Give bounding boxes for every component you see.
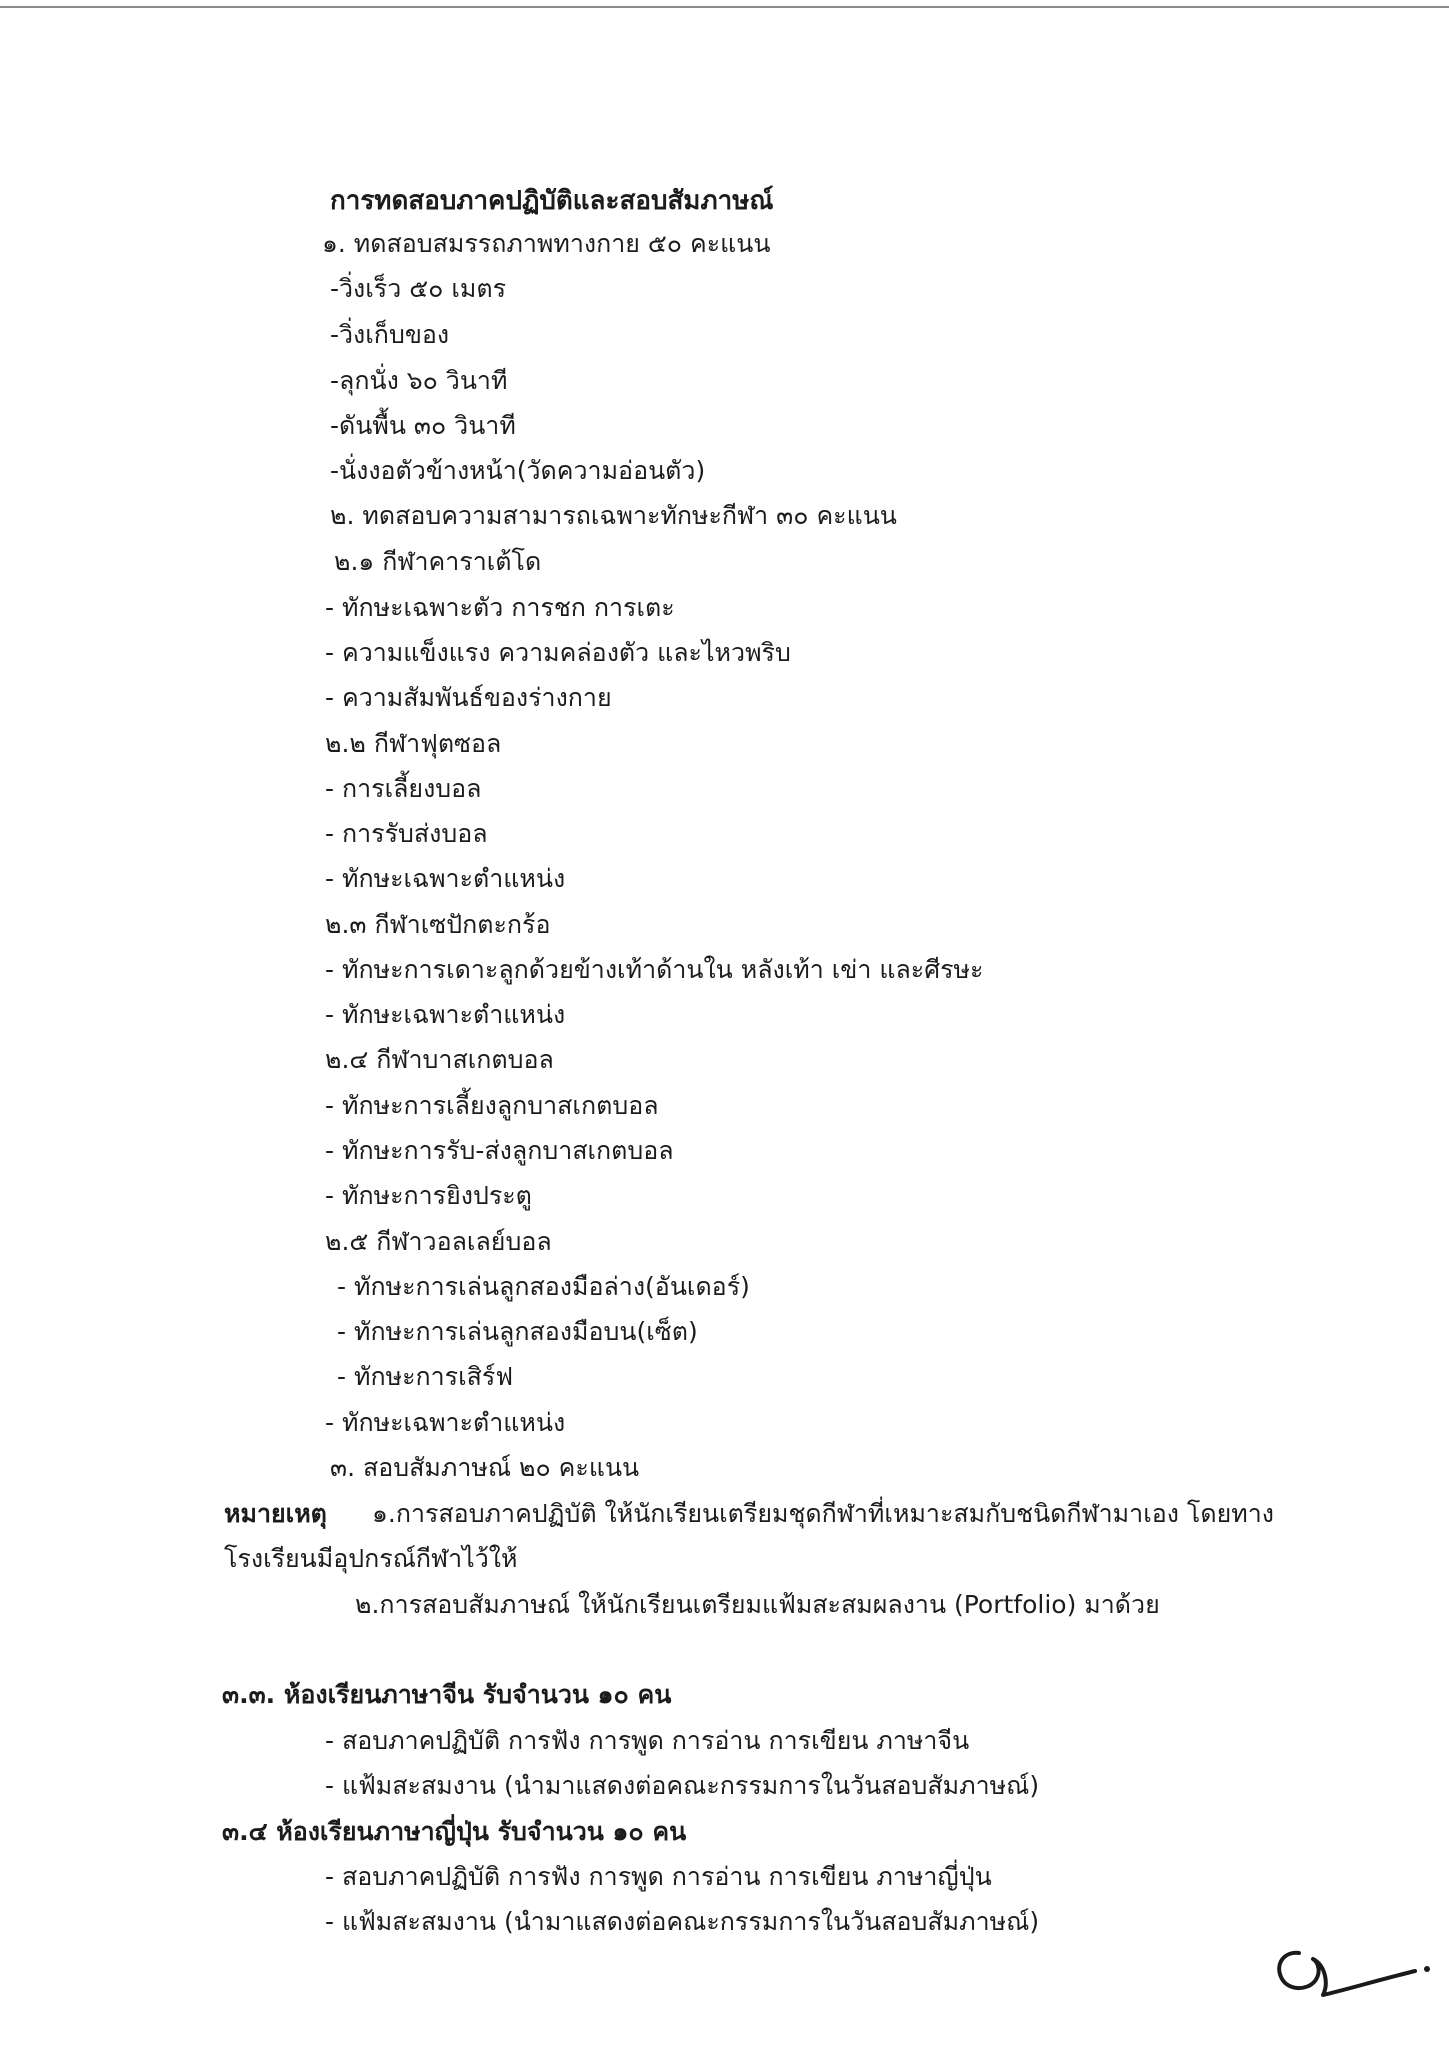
japanese-class-item: - สอบภาคปฏิบัติ การฟัง การพูด การอ่าน การเขียน ภาษาญี่ปุ่น <box>325 1862 992 1891</box>
volleyball-item: - ทักษะการเล่นลูกสองมือบน(เซ็ต) <box>337 1317 698 1346</box>
section1-title: ๑. ทดสอบสมรรถภาพทางกาย ๕๐ คะแนน <box>322 229 771 258</box>
karate-item: - ความสัมพันธ์ของร่างกาย <box>325 683 612 712</box>
japanese-class-item: - แฟ้มสะสมงาน (นำมาแสดงต่อคณะกรรมการในวันสอบสัมภาษณ์) <box>325 1907 1040 1936</box>
basketball-title: ๒.๔ กีฬาบาสเกตบอล <box>325 1045 554 1074</box>
futsal-item: - การเลี้ยงบอล <box>325 774 482 803</box>
chinese-class-item: - แฟ้มสะสมงาน (นำมาแสดงต่อคณะกรรมการในวันสอบสัมภาษณ์) <box>325 1771 1040 1800</box>
note-label: หมายเหตุ <box>224 1499 327 1528</box>
takraw-title: ๒.๓ กีฬาเซปักตะกร้อ <box>325 910 551 939</box>
section1-item: -วิ่งเร็ว ๕๐ เมตร <box>330 274 507 303</box>
section1-item: -วิ่งเก็บของ <box>330 320 450 349</box>
karate-title: ๒.๑ กีฬาคาราเต้โด <box>334 547 542 576</box>
volleyball-item: - ทักษะเฉพาะตำแหน่ง <box>325 1408 566 1437</box>
section1-item: -ดันพื้น ๓๐ วินาที <box>330 411 516 440</box>
basketball-item: - ทักษะการยิงประตู <box>325 1181 532 1210</box>
volleyball-title: ๒.๕ กีฬาวอลเลย์บอล <box>325 1227 552 1256</box>
section2-title: ๒. ทดสอบความสามารถเฉพาะทักษะกีฬา ๓๐ คะแนน <box>330 501 897 530</box>
page-heading: การทดสอบภาคปฏิบัติและสอบสัมภาษณ์ <box>330 186 774 216</box>
takraw-item: - ทักษะเฉพาะตำแหน่ง <box>325 1000 566 1029</box>
section1-item: -นั่งงอตัวข้างหน้า(วัดความอ่อนตัว) <box>330 456 706 485</box>
note-line1: ๑.การสอบภาคปฏิบัติ ให้นักเรียนเตรียมชุดกีฬาที่เหมาะสมกับชนิดกีฬามาเอง โดยทาง <box>372 1499 1274 1528</box>
volleyball-item: - ทักษะการเสิร์ฟ <box>337 1362 514 1391</box>
futsal-title: ๒.๒ กีฬาฟุตซอล <box>325 729 502 758</box>
volleyball-item: - ทักษะการเล่นลูกสองมือล่าง(อันเดอร์) <box>337 1272 750 1301</box>
takraw-item: - ทักษะการเดาะลูกด้วยข้างเท้าด้านใน หลังเท้า เข่า และศีรษะ <box>325 955 984 984</box>
page-number-mark <box>1255 1925 1435 2015</box>
futsal-item: - ทักษะเฉพาะตำแหน่ง <box>325 864 566 893</box>
chinese-class-title: ๓.๓. ห้องเรียนภาษาจีน รับจำนวน ๑๐ คน <box>222 1680 672 1709</box>
karate-item: - ความแข็งแรง ความคล่องตัว และไหวพริบ <box>325 638 791 667</box>
futsal-item: - การรับส่งบอล <box>325 819 488 848</box>
chinese-class-item: - สอบภาคปฏิบัติ การฟัง การพูด การอ่าน การเขียน ภาษาจีน <box>325 1726 970 1755</box>
scan-top-border <box>0 6 1449 8</box>
note-line1-continued: โรงเรียนมีอุปกรณ์กีฬาไว้ให้ <box>224 1544 518 1573</box>
note-line2: ๒.การสอบสัมภาษณ์ ให้นักเรียนเตรียมแฟ้มสะสมผลงาน (Portfolio) มาด้วย <box>355 1590 1160 1619</box>
japanese-class-title: ๓.๔ ห้องเรียนภาษาญี่ปุ่น รับจำนวน ๑๐ คน <box>222 1817 687 1846</box>
karate-item: - ทักษะเฉพาะตัว การชก การเตะ <box>325 593 675 622</box>
handwritten-page-number <box>1255 1925 1435 2015</box>
section1-item: -ลุกนั่ง ๖๐ วินาที <box>330 366 508 395</box>
section3-title: ๓. สอบสัมภาษณ์ ๒๐ คะแนน <box>330 1453 640 1482</box>
basketball-item: - ทักษะการรับ-ส่งลูกบาสเกตบอล <box>325 1136 674 1165</box>
basketball-item: - ทักษะการเลี้ยงลูกบาสเกตบอล <box>325 1091 659 1120</box>
